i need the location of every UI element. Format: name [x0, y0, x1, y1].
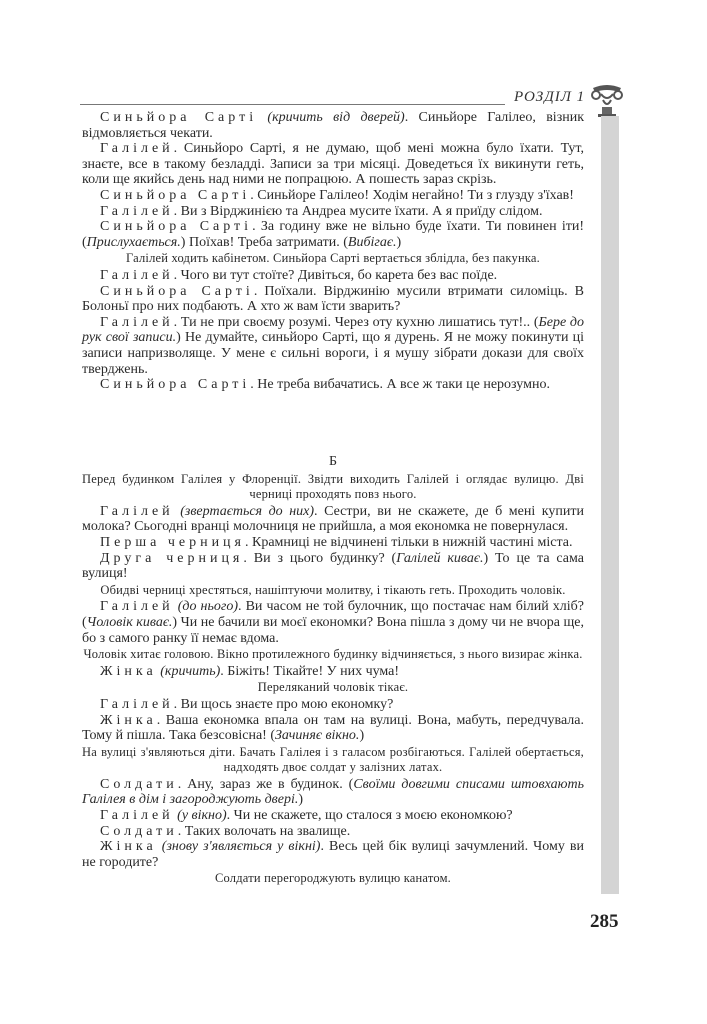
text: Перед будинком Галілея у Флоренції. Звідти виходить Галілей і оглядає вулицю. Дві черниці проходять повз нього. — [82, 471, 584, 502]
text: Солдати перегороджують вулицю канатом. — [214, 871, 452, 886]
dialogue-line — [82, 315, 584, 377]
text: . Ви з Вірджинією та Андреа мусите їхати. А я приїду слідом. — [173, 203, 543, 219]
text: . Весь цей бік вулиці зачумлений. Чому ви не городите? — [82, 839, 584, 870]
text: . Ваша економка впала он там на вулиці. Вона, мабуть, передчувала. Тому й пішла. Така безсовісна! ( — [82, 712, 584, 744]
dialogue-line — [82, 551, 584, 582]
text: . Не треба вибачатись. А все ж таки це нерозумно. — [250, 377, 550, 393]
text: ) — [396, 234, 402, 250]
stage-remark: (кричить) — [160, 663, 221, 679]
speaker-name: Галілей — [100, 503, 174, 519]
text: . Ану, зараз же в будинок. ( — [177, 776, 354, 792]
section-title: РОЗДІЛ 1 — [514, 89, 586, 105]
text: . Таких волочать на звалище. — [177, 823, 351, 839]
text: Чоловік хитає головою. Вікно протилежного будинку відчиняється, з нього визирає жінка. — [83, 647, 583, 662]
speaker-name: Жінка — [100, 712, 157, 728]
text: . Ви щось знаєте про мою економку? — [173, 696, 394, 712]
speaker-name: Солдати — [100, 776, 178, 792]
stage-remark: Чоловік киває. — [86, 614, 173, 630]
stage-direction — [82, 871, 584, 887]
dialogue-line — [82, 504, 584, 535]
text: . Ви з цього будинку? ( — [243, 550, 397, 566]
text: ) — [298, 792, 304, 808]
dialogue-line — [82, 713, 584, 744]
speaker-name: Галілей — [100, 696, 174, 712]
dialogue-line — [82, 535, 584, 551]
speaker-name: Синьйора Сарті — [100, 219, 253, 235]
dialogue-line — [82, 219, 584, 250]
text: . За годину вже не вільно буде їхати. Ти повинен іти! ( — [82, 219, 584, 250]
dialogue-line — [82, 377, 584, 393]
speaker-name: Жінка — [100, 839, 157, 855]
text: ) Чи не бачили ви моєї економки? Вона пішла з дому чи не вчора ще, бо з самого ранку її немає вдома. — [82, 614, 584, 646]
header-rule — [80, 104, 505, 105]
text: . Крамниці не відчинені тільки в нижній частині міста. — [245, 534, 573, 550]
text: ) То це та сама вулиця! — [82, 550, 584, 582]
stage-remark: (звертається до них) — [180, 503, 315, 519]
dialogue-line — [82, 808, 584, 824]
speaker-name: Синьйора Сарті — [100, 187, 251, 203]
stage-remark: (у вікно) — [177, 808, 227, 824]
text: ) — [359, 728, 365, 744]
dialogue-line — [82, 204, 584, 220]
stage-direction — [82, 472, 584, 503]
stage-remark: Галілей киває. — [396, 550, 484, 566]
text: . Ти не при своєму розумі. Через оту кухню лишатись тут!.. ( — [173, 314, 539, 330]
stage-direction — [82, 583, 584, 599]
stage-direction — [82, 680, 584, 696]
dialogue-line — [82, 110, 584, 141]
dialogue-line — [82, 268, 584, 284]
scene-letter: Б — [328, 454, 338, 469]
speaker-name: Галілей — [100, 808, 174, 824]
dialogue-line — [82, 824, 584, 840]
speaker-name: Галілей — [100, 267, 174, 283]
stage-remark: Бере до рук свої записи. — [82, 314, 584, 346]
speaker-name: Солдати — [100, 823, 178, 839]
stage-remark: Своїми довгими списами штовхають Галілея в дім і загороджують двері. — [82, 776, 585, 808]
dialogue-line — [82, 697, 584, 713]
text: На вулиці з'являються діти. Бачать Галілея і з галасом розбігаються. Галілей обертається, надходять двоє солдат у залізних латах. — [82, 744, 584, 775]
speaker-name: Галілей — [100, 141, 174, 157]
stage-direction — [82, 745, 584, 776]
stage-direction — [82, 251, 584, 267]
capital-ornament-icon — [589, 82, 625, 118]
stage-remark: (кричить від дверей) — [267, 110, 405, 125]
text: . Синьйоре Галілео, візник відмовляється чекати. — [82, 110, 585, 141]
stage-remark: Вибігає. — [347, 234, 397, 250]
stage-direction — [82, 647, 584, 663]
text: . Синьйоре Галілео! Ходім негайно! Ти з глузду з'їхав! — [250, 187, 574, 203]
dialogue-line — [82, 141, 584, 188]
speaker-name: Галілей — [100, 203, 174, 219]
dialogue-line — [82, 599, 584, 646]
text: ) Поїхав! Треба затримати. ( — [180, 234, 348, 250]
dialogue-line — [82, 188, 584, 204]
text: . Біжіть! Тікайте! У них чума! — [220, 663, 400, 679]
speaker-name: Синьйора Сарті — [100, 110, 258, 125]
text: Переляканий чоловік тікає. — [257, 680, 409, 695]
text: . Чого ви тут стоїте? Дивіться, бо карета без вас поїде. — [173, 267, 498, 283]
page-number: 285 — [590, 911, 619, 932]
text: . Сестри, ви не скажете, де б мені купити молока? Сьогодні вранці молочниця не прийшла, а моя економка не повернулася. — [82, 503, 584, 535]
text — [257, 110, 267, 125]
text: . Ви часом не той булочник, що постачає нам білий хліб? ( — [82, 599, 584, 630]
text: . Поїхали. Вірджинію мусили втримати силоміць. В Болоньї про них подбають. А хто ж вам їсти зварить? — [82, 283, 584, 315]
dialogue-line — [82, 839, 584, 870]
speaker-name: Друга черниця — [100, 550, 244, 566]
text: Обидві черниці хрестяться, нашіптуючи молитву, і тікають геть. Проходить чоловік. — [100, 582, 566, 597]
speaker-name: Синьйора Сарті — [100, 283, 254, 299]
speaker-name: Галілей — [100, 314, 174, 330]
scene-a-text — [82, 110, 584, 393]
dialogue-line — [82, 664, 584, 680]
text: ) Не думайте, синьйоро Сарті, що я дурень. Я не можу покинути ці записи напризволяще. У мене є сильні вороги, і я мушу зібрати докази для своїх тверджень. — [82, 330, 585, 377]
stage-remark: Прислухається. — [86, 234, 181, 250]
text: . Синьйоро Сарті, я не думаю, щоб мені можна було їхати. Тут, знаєте, все в такому безладді. Записи за три місяці. Доведеться їх викинути геть, коли ще якийсь день над ними не попрацюю. А пошесть зараз скрізь. — [82, 141, 584, 188]
stage-remark: (знову з'являється у вікні) — [161, 839, 321, 855]
speaker-name: Синьйора Сарті — [100, 377, 251, 393]
stage-remark: (до нього) — [177, 599, 238, 615]
stage-remark: Зачиняє вікно. — [274, 728, 360, 744]
dialogue-line — [82, 284, 584, 315]
text: . Чи не скажете, що сталося з моєю економкою? — [226, 808, 513, 824]
dialogue-line — [82, 777, 584, 808]
text: Галілей ходить кабінетом. Синьйора Сарті вертається зблідла, без пакунка. — [125, 251, 541, 266]
speaker-name: Перша черниця — [100, 534, 245, 550]
speaker-name: Галілей — [100, 599, 174, 615]
scene-b-text — [82, 438, 584, 888]
page-side-bar — [601, 116, 619, 894]
speaker-name: Жінка — [100, 663, 157, 679]
